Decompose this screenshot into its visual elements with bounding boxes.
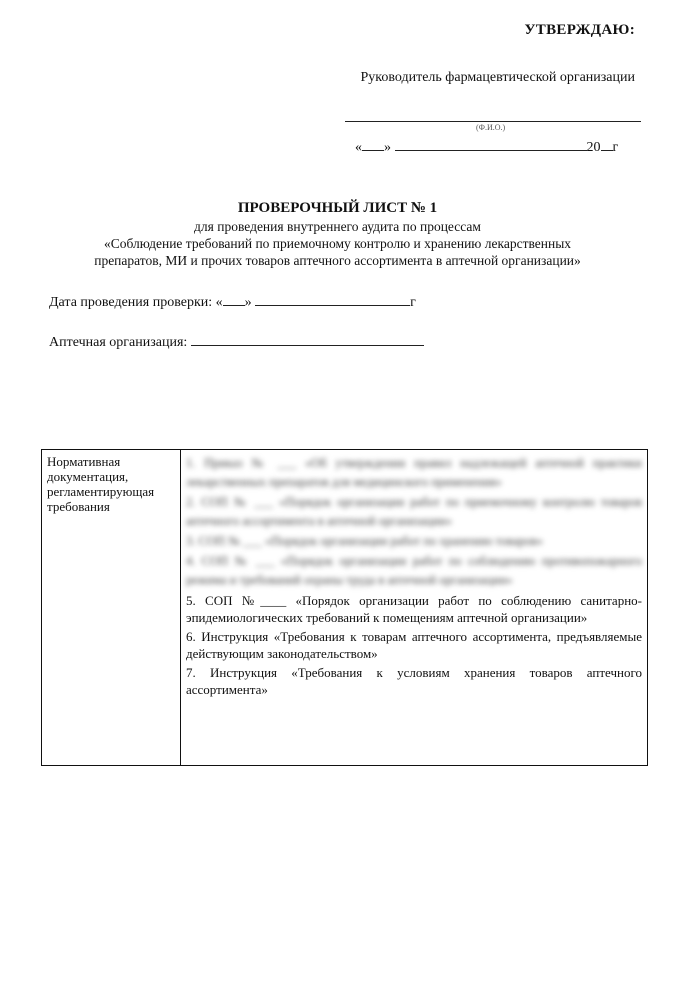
fio-caption: (Ф.И.О.) [476, 123, 506, 132]
subtitle-line-1: для проведения внутреннего аудита по процессам [194, 219, 481, 234]
signature-line [345, 121, 641, 122]
check-date-open-quote: « [215, 295, 223, 310]
table-content-cell [181, 450, 648, 766]
blurred-item: 4. СОП № ___ «Порядок организации работ по соблюдению противопожарного режима и требований охраны труда в аптечной организации» [186, 554, 642, 587]
check-date-close-quote: » [244, 295, 252, 310]
pharmacy-label: Аптечная организация: [49, 335, 188, 350]
pharmacy-blank [191, 332, 424, 346]
date-open-quote: « [355, 140, 362, 155]
month-blank [395, 137, 587, 151]
subtitle-line-2: «Соблюдение требований по приемочному контролю и хранению лекарственных [103, 236, 572, 251]
year-blank [601, 137, 613, 151]
document-title: ПРОВЕРОЧНЫЙ ЛИСТ № 1 [237, 200, 438, 216]
blurred-item: 3. СОП № ___ «Порядок организации работ по хранению товаров» [186, 534, 544, 548]
table-label-cell: Нормативная документация, регламентирующая требования [42, 450, 181, 766]
list-item: 6. Инструкция «Требования к товарам аптечного ассортимента, предъявляемые действующим законодательством» [186, 629, 642, 661]
document-subtitle [40, 218, 635, 269]
year-prefix: 20 [586, 140, 601, 155]
normative-docs-table [41, 449, 648, 766]
blurred-item: 1. Приказ № ___ «Об утверждении правил надлежащей аптечной практики лекарственных препаратов для медицинского применения» [186, 456, 642, 489]
check-day-blank [223, 292, 245, 306]
list-item: 7. Инструкция «Требования к условиям хранения товаров аптечного ассортимента» [186, 665, 642, 697]
check-date-field [49, 292, 416, 311]
year-suffix: г [612, 140, 619, 155]
day-blank [362, 137, 384, 151]
check-month-blank [255, 292, 410, 306]
check-date-label: Дата проведения проверки: [49, 295, 213, 310]
table-row [42, 450, 648, 766]
date-close-quote: » [384, 140, 391, 155]
head-role-caption: Руководитель фармацевтической организации [360, 70, 635, 85]
list-item: 5. СОП №____ «Порядок организации работ по соблюдению санитарно-эпидемиологических требований к помещениям аптечной организации» [186, 593, 642, 625]
approval-date-row [355, 137, 618, 156]
pharmacy-field [49, 332, 424, 351]
subtitle-line-3: препаратов, МИ и прочих товаров аптечного ассортимента в аптечной организации» [94, 253, 581, 268]
approval-heading: УТВЕРЖДАЮ: [524, 22, 635, 38]
check-date-suffix: г [410, 295, 416, 310]
blurred-item: 2. СОП № ___ «Порядок организации работ по приемочному контролю товаров аптечного ассортимента в аптечной организации» [186, 495, 642, 528]
